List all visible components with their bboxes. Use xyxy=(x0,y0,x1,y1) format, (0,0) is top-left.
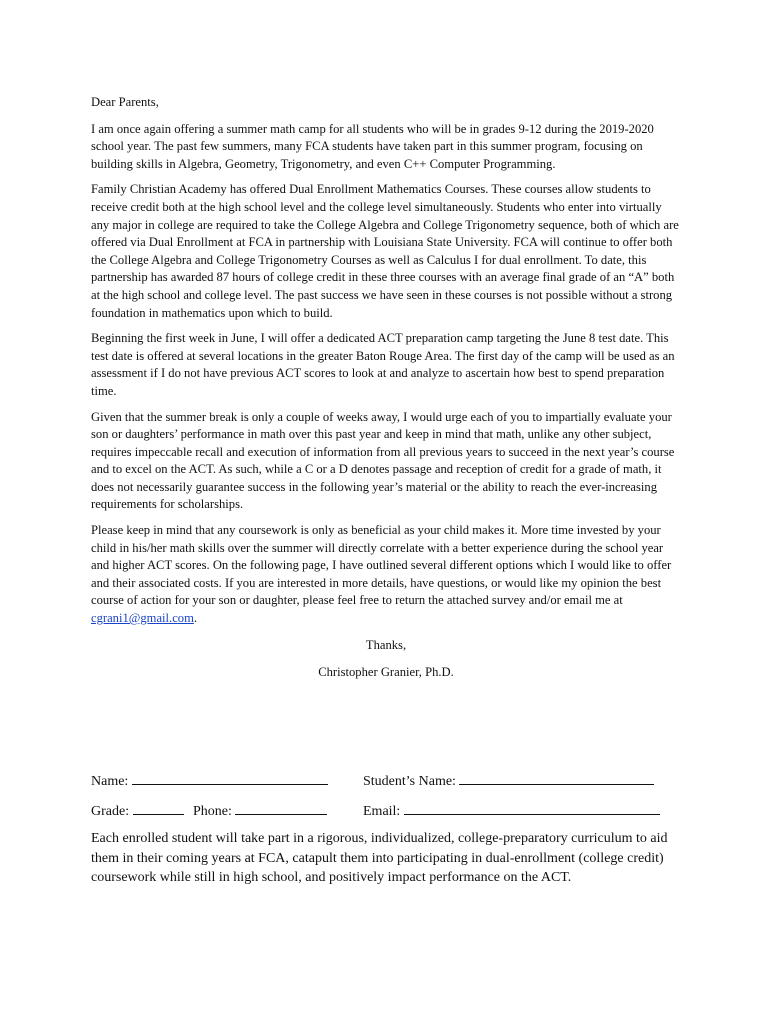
paragraph-act-prep: Beginning the first week in June, I will offer a dedicated ACT preparation camp targeting the June 8 test date. This test date is offered at several locations in the greater Baton Rouge Area. The first day of the camp will be used as an assessment if I do not have previous ACT scores to look at and analyze to ascertain how best to spend preparation time. xyxy=(91,331,675,398)
email-label: Email: xyxy=(363,804,401,819)
paragraph-dual-enrollment: Family Christian Academy has offered Dual Enrollment Mathematics Courses. These courses allow students to receive credit both at the high school level and the college level simultaneously. Students who enter into virtually any major in college are required to take the College Algebra and College Trigonometry sequence, both of which are offered via Dual Enrollment at FCA in partnership with Louisiana State University. FCA will continue to offer both the College Algebra and College Trigonometry Courses as well as Calculus I for dual enrollment. To date, this partnership has awarded 87 hours of college credit in these three courses with an average final grade of an “A” both at the high school and college level. The past success we have seen in these courses is not possible without a strong foundation in mathematics upon which to build. xyxy=(91,182,679,320)
student-name-field xyxy=(363,770,654,790)
grade-label: Grade: xyxy=(91,804,130,819)
email-link[interactable]: cgrani1@gmail.com xyxy=(91,611,194,626)
name-blank[interactable] xyxy=(132,770,328,785)
paragraph-summer-break: Given that the summer break is only a couple of weeks away, I would urge each of you to impartially evaluate your son or daughters’ performance in math over this past year and keep in mind that math, unlike any other subject, requires impeccable recall and execution of information from all previous years to succeed in the next year’s course and to excel on the ACT. As such, while a C or a D denotes passage and reception of credit for a grade of math, it does not necessarily guarantee success in the following year’s material or the ability to reach the ever-increasing requirements for scholarships. xyxy=(91,409,675,512)
grade-field xyxy=(91,800,184,820)
phone-field xyxy=(193,800,327,820)
email-period: . xyxy=(193,611,198,626)
email-blank[interactable] xyxy=(404,800,660,815)
phone-label: Phone: xyxy=(193,804,232,819)
name-label: Name: xyxy=(91,774,129,789)
paragraph-coursework xyxy=(91,522,681,628)
paragraph-coursework-text: Please keep in mind that any coursework is only as beneficial as your child makes it. More time invested by your child in his/her math skills over the summer will directly correlate with a better experience during the school year and higher ACT scores. On the following page, I have outlined several different options which I would like to offer and their associated costs. If you are interested in more details, have questions, or would like my opinion the best course of action for your son or daughter, please feel free to return the attached survey and/or email me at xyxy=(91,523,672,608)
form-row-names xyxy=(91,770,691,800)
salutation: Dear Parents, xyxy=(91,95,159,109)
form-row-contact xyxy=(91,800,691,830)
phone-blank[interactable] xyxy=(235,800,327,815)
grade-blank[interactable] xyxy=(133,800,184,815)
name-field xyxy=(91,770,328,790)
paragraph-summer-camp: I am once again offering a summer math camp for all students who will be in grades 9-12 during the 2019-2020 school year. The past few summers, many FCA students have taken part in this summer program, focusing on building skills in Algebra, Geometry, Trigonometry, and even C++ Computer Programming. xyxy=(91,121,654,171)
student-name-label: Student’s Name: xyxy=(363,774,456,789)
letter-body xyxy=(91,94,681,682)
thanks-line: Thanks, xyxy=(365,637,407,652)
closing-paragraph: Each enrolled student will take part in a rigorous, individualized, college-preparatory curriculum to aid them in their coming years at FCA, catapult them into participating in dual-enrollment (college credit) coursework while still in high school, and positively impact performance on the ACT. xyxy=(91,831,668,885)
signup-form xyxy=(91,770,691,830)
student-name-blank[interactable] xyxy=(459,770,654,785)
email-field xyxy=(363,800,660,820)
signer-name: Christopher Granier, Ph.D. xyxy=(318,665,454,680)
